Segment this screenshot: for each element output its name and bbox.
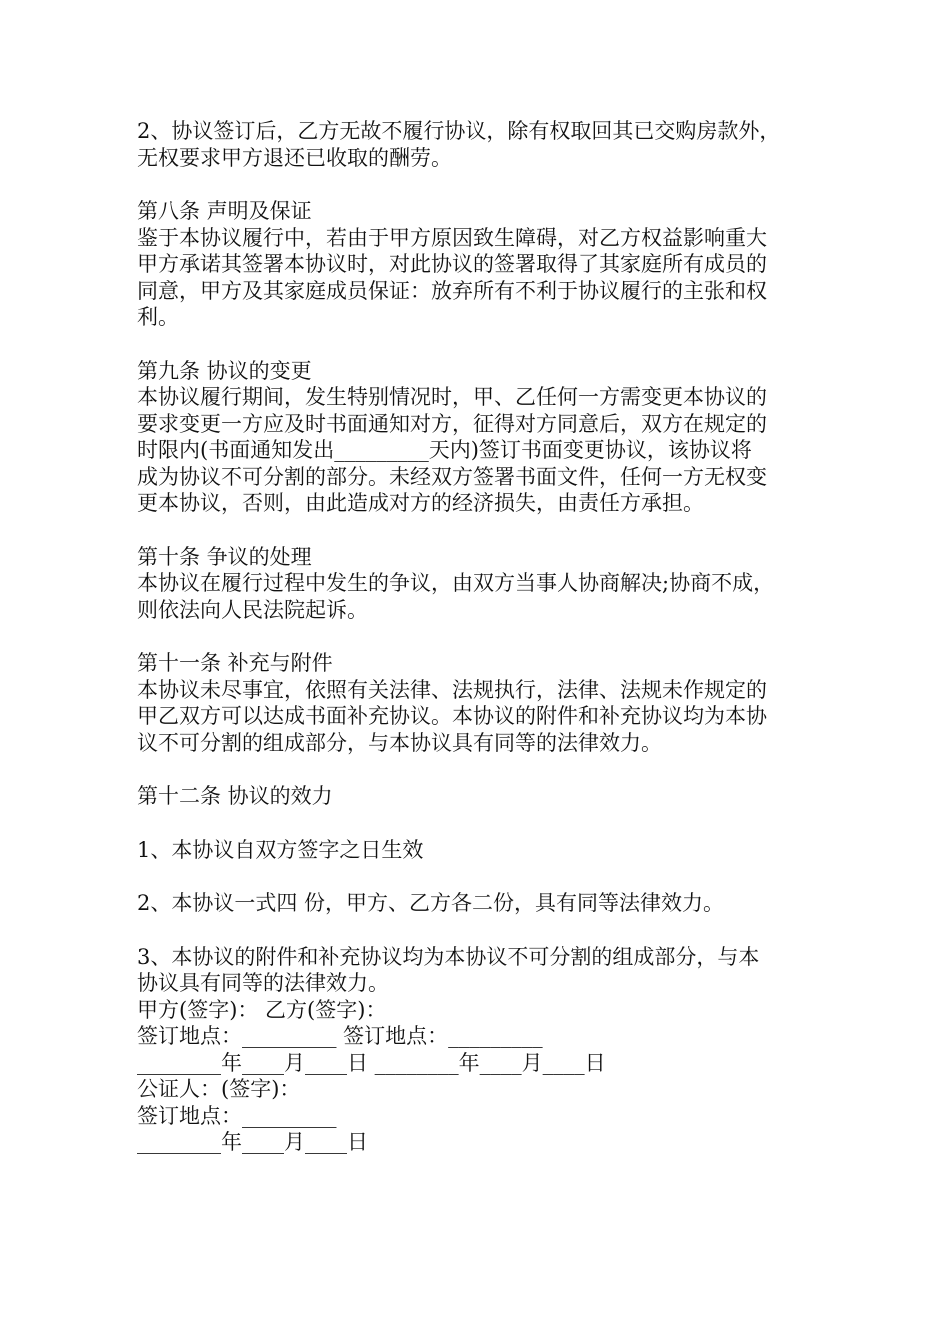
clause12-item1: 1、本协议自双方签字之日生效	[137, 837, 424, 862]
text-line: 2、协议签订后，乙方无故不履行协议，除有权取回其已交购房款外，	[137, 119, 781, 143]
text-line: 时限内(书面通知发出_________天内)签订书面变更协议，该协议将	[137, 438, 752, 462]
text-line: 无权要求甲方退还已收取的酬劳。	[137, 145, 452, 170]
paragraph-gap	[137, 917, 837, 944]
notary-signature: 公证人：(签字)：	[137, 1077, 301, 1101]
clause9	[137, 358, 837, 517]
text-line: 3、本协议的附件和补充协议均为本协议不可分割的组成部分，与本	[137, 944, 760, 969]
clause7-item2	[137, 118, 837, 171]
clause8-title: 第八条 声明及保证	[137, 199, 312, 223]
text-line: 鉴于本协议履行中，若由于甲方原因致生障碍，对乙方权益影响重大	[137, 225, 767, 250]
clause11-title: 第十一条 补充与附件	[137, 651, 333, 675]
text-line: 甲乙双方可以达成书面补充协议。本协议的附件和补充协议均为本协	[137, 704, 767, 728]
text-line: 本协议未尽事宜，依照有关法律、法规执行，法律、法规未作规定的	[137, 677, 767, 702]
notary-date: ________年____月____日	[137, 1130, 368, 1154]
text-line: 本协议履行期间，发生特别情况时，甲、乙任何一方需变更本协议的	[137, 385, 767, 409]
signature-dates: ________年____月____日 ________年____月____日	[137, 1050, 606, 1075]
clause12-item2: 2、本协议一式四 份，甲方、乙方各二份，具有同等法律效力。	[137, 891, 725, 915]
paragraph-gap	[137, 863, 837, 890]
text-line: 本协议在履行过程中发生的争议，由双方当事人协商解决;协商不成，	[137, 571, 775, 595]
signature-parties: 甲方(签字)： 乙方(签字)：	[137, 997, 387, 1022]
text-line: 则依法向人民法院起诉。	[137, 597, 368, 622]
clause10	[137, 544, 837, 624]
document-page	[137, 118, 837, 1156]
paragraph-gap	[137, 756, 837, 783]
text-line: 更本协议，否则，由此造成对方的经济损失，由责任方承担。	[137, 491, 704, 515]
text-line: 同意，甲方及其家庭成员保证：放弃所有不利于协议履行的主张和权	[137, 278, 767, 303]
text-line: 要求变更一方应及时书面通知对方，征得对方同意后，双方在规定的	[137, 411, 767, 436]
text-line: 成为协议不可分割的部分。未经双方签署书面文件，任何一方无权变	[137, 464, 767, 489]
clause12	[137, 783, 837, 997]
clause11	[137, 650, 837, 756]
clause8	[137, 198, 837, 331]
paragraph-gap	[137, 331, 837, 358]
paragraph-gap	[137, 171, 837, 198]
signature-block	[137, 997, 837, 1156]
text-line: 协议具有同等的法律效力。	[137, 971, 389, 995]
notary-place: 签订地点：_________	[137, 1103, 337, 1128]
paragraph-gap	[137, 517, 837, 544]
signature-places: 签订地点：_________ 签订地点：_________	[137, 1024, 543, 1048]
clause9-title: 第九条 协议的变更	[137, 358, 312, 383]
text-line: 利。	[137, 305, 179, 329]
paragraph-gap	[137, 810, 837, 837]
text-line: 甲方承诺其签署本协议时，对此协议的签署取得了其家庭所有成员的	[137, 252, 767, 276]
paragraph-gap	[137, 623, 837, 650]
clause12-title: 第十二条 协议的效力	[137, 784, 333, 808]
clause10-title: 第十条 争议的处理	[137, 544, 312, 569]
text-line: 议不可分割的组成部分，与本协议具有同等的法律效力。	[137, 730, 662, 755]
